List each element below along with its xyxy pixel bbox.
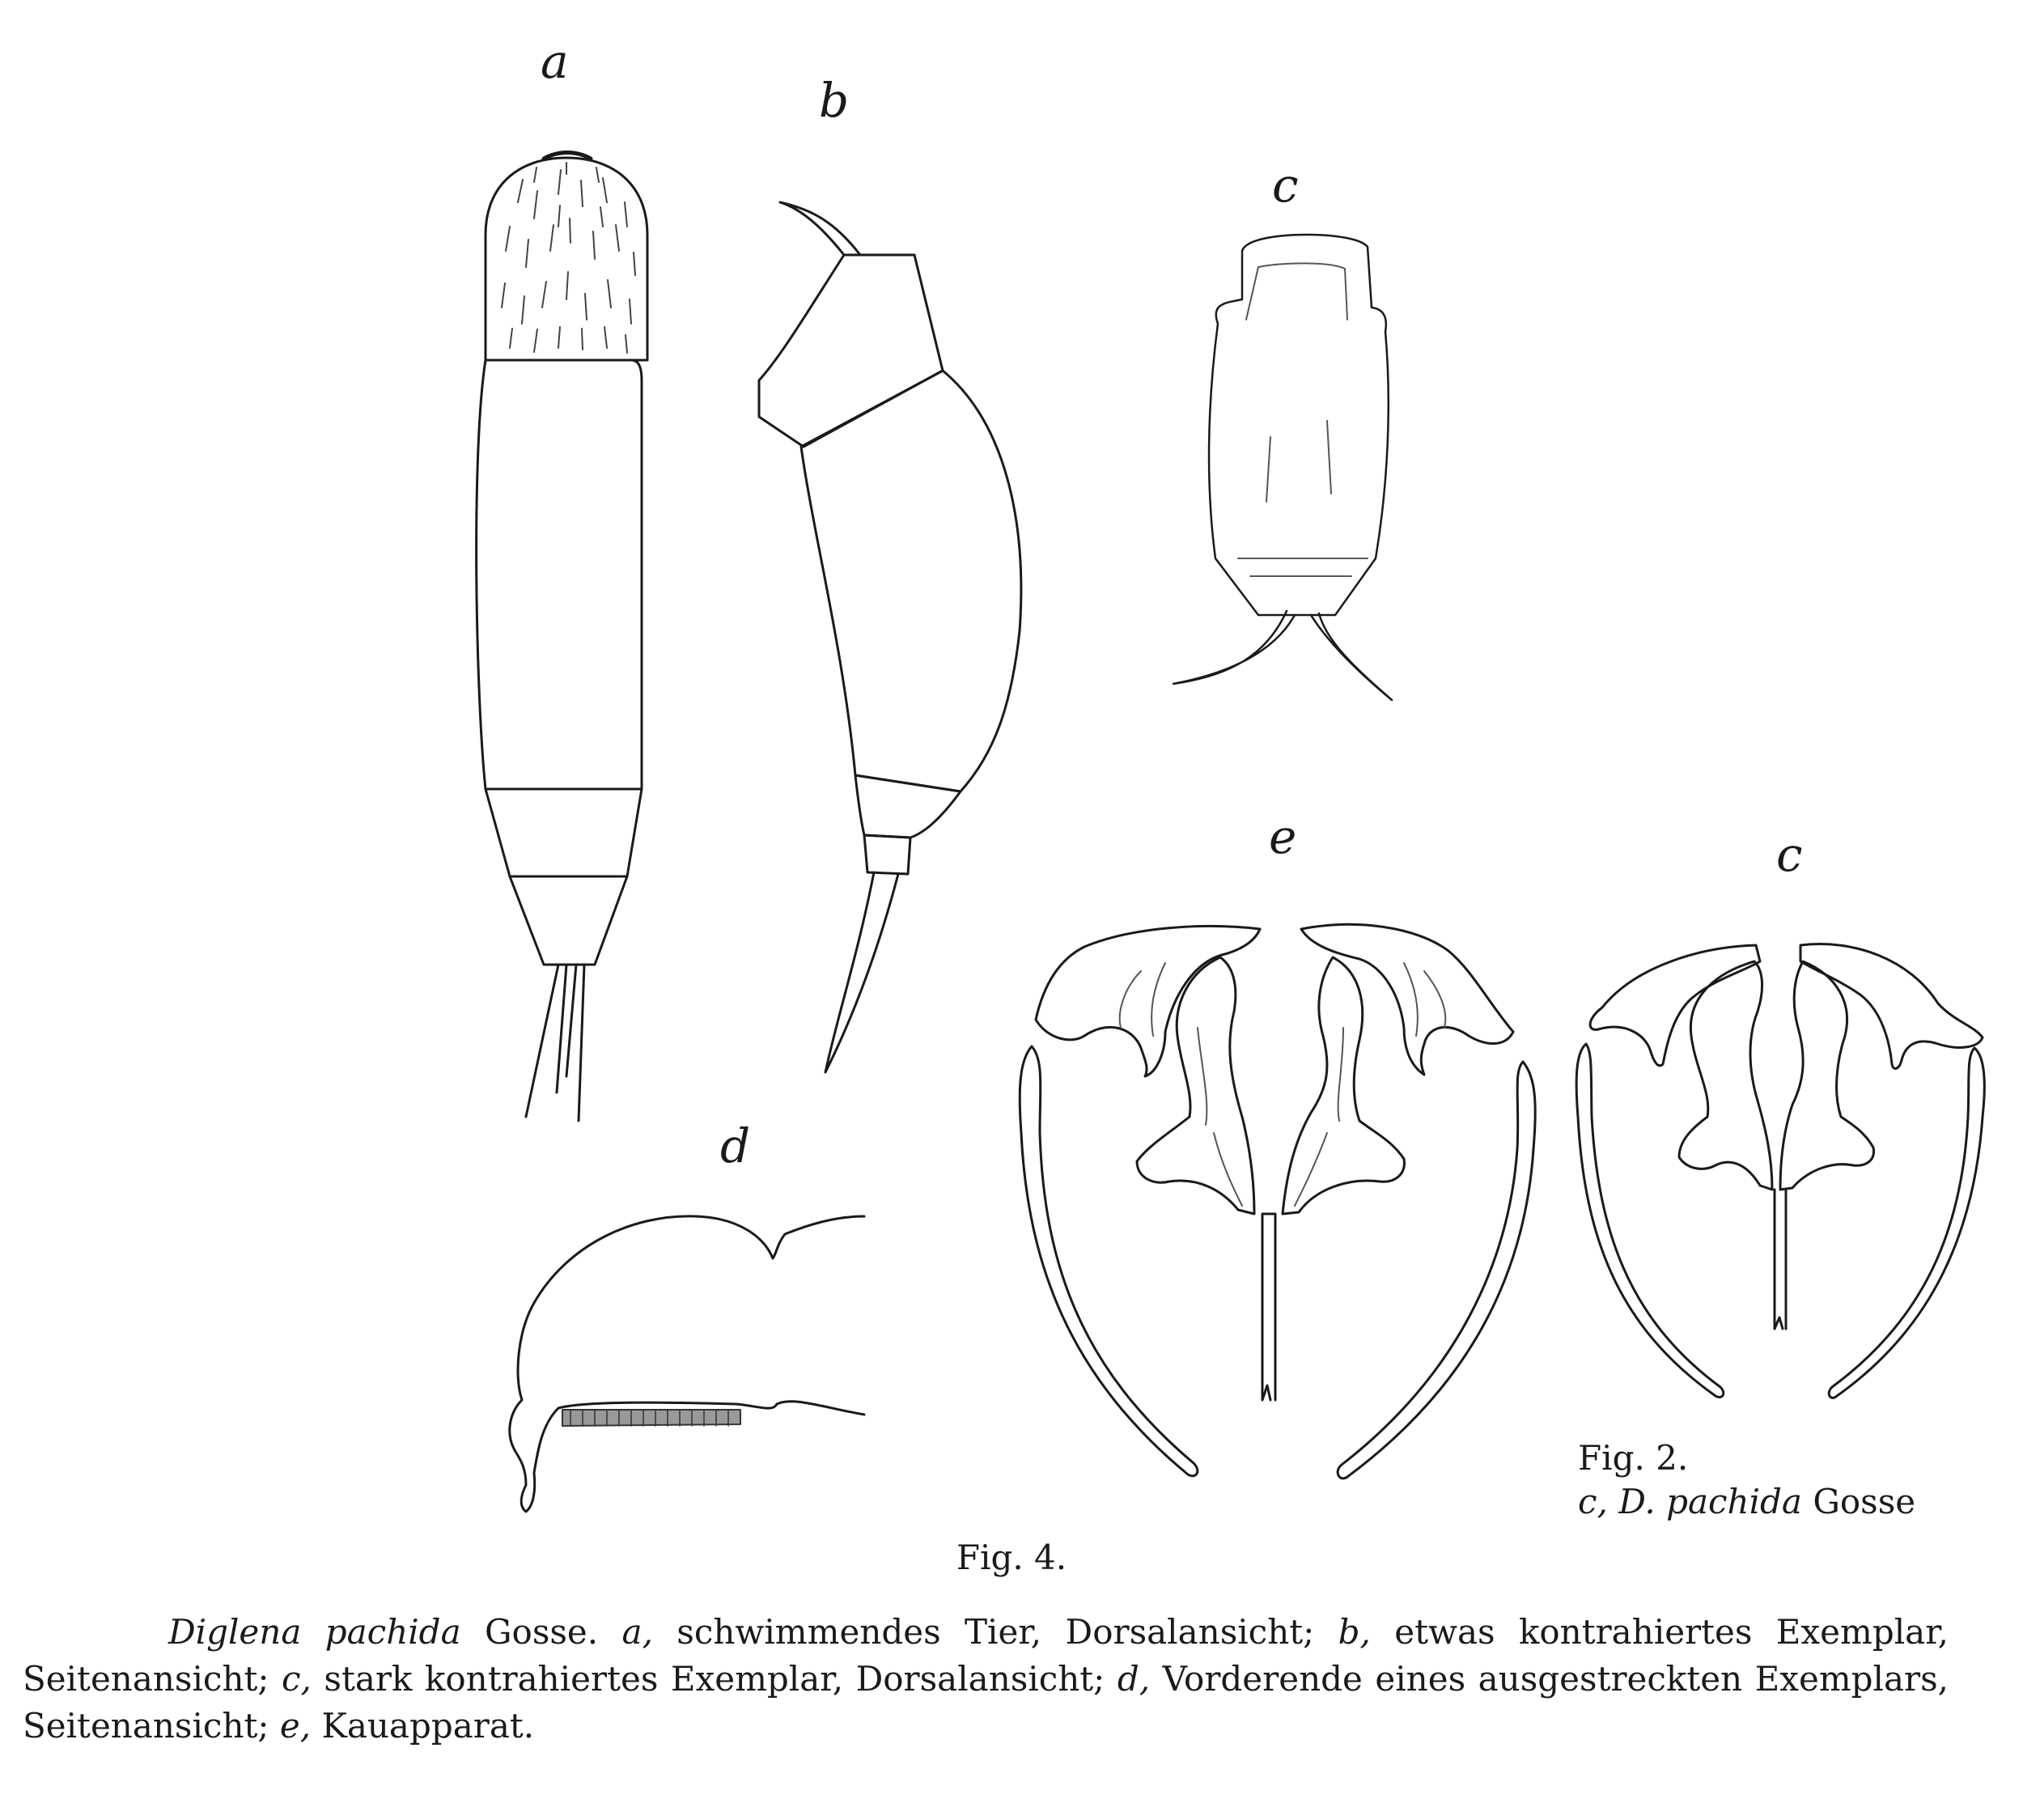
panel-letter-b: b — [819, 73, 850, 128]
drawing-e-right-manubrium — [1338, 1062, 1535, 1478]
caption-species: Diglena pachida — [168, 1612, 461, 1652]
caption-text-3: etwas kontrahiertes Exemplar, Seitenansicht; — [23, 1612, 1949, 1699]
drawing-d-outline — [510, 1216, 864, 1512]
drawing-e-right-ramus — [1301, 924, 1513, 1075]
fig2-letter: c, — [1578, 1482, 1608, 1521]
fig2-species: D. pachida — [1618, 1482, 1802, 1521]
drawing-b-hook — [780, 202, 860, 255]
panel-letter-c-right: c — [1776, 827, 1803, 882]
drawing-a-trunk — [477, 360, 642, 789]
drawing-e-left-manubrium — [1020, 1046, 1198, 1476]
figure-caption — [23, 1609, 1949, 1750]
drawing-a-cilia — [502, 163, 635, 353]
drawing-c2-right-ramus — [1800, 944, 1983, 1069]
drawing-e-right-ramus-inner — [1404, 963, 1445, 1036]
drawing-e-right-uncus-inner — [1295, 1028, 1343, 1206]
drawing-c2-right-manubrium — [1829, 1048, 1984, 1398]
drawing-a-foot-1 — [486, 789, 642, 876]
fig4-title: Fig. 4. — [956, 1538, 1067, 1577]
fig2-author: Gosse — [1813, 1482, 1916, 1521]
panel-letter-d: d — [720, 1118, 751, 1173]
drawing-c-toes — [1173, 611, 1392, 700]
drawing-c-contracted-dorsal — [1173, 235, 1392, 700]
caption-text-6: Kauapparat. — [311, 1706, 535, 1746]
caption-text-2: schwimmendes Tier, Dorsalansicht; — [652, 1612, 1338, 1652]
drawing-e-left-ramus-inner — [1120, 963, 1165, 1036]
fig2-note — [1578, 1436, 1915, 1524]
panel-letter-c-top: c — [1272, 158, 1299, 213]
drawing-d-cilia-band — [562, 1410, 740, 1426]
drawing-a-foot-2 — [510, 876, 627, 965]
drawing-b-head — [759, 255, 943, 447]
drawing-b-toe — [825, 872, 898, 1072]
drawing-e-mastax — [1020, 924, 1535, 1478]
drawing-a-head — [486, 158, 647, 360]
drawing-c2-fulcrum — [1775, 1190, 1786, 1329]
drawing-b-trunk — [801, 371, 1021, 791]
drawing-d-anterior-end — [510, 1216, 864, 1512]
panel-letter-e: e — [1269, 809, 1297, 864]
caption-text-4: stark kontrahiertes Exemplar, Dorsalansicht; — [311, 1659, 1118, 1699]
drawing-e-left-ramus — [1036, 926, 1260, 1076]
caption-letter-a: a, — [621, 1612, 653, 1652]
drawing-c-right-mastax — [1576, 944, 1984, 1398]
drawing-a-toes — [526, 965, 584, 1121]
drawing-b-foot — [855, 775, 961, 838]
drawing-b-lateral-view — [759, 202, 1021, 1072]
drawing-c2-left-manubrium — [1576, 1044, 1724, 1398]
fig2-label: Fig. 2. — [1578, 1438, 1689, 1478]
caption-letter-b: b, — [1338, 1612, 1371, 1652]
drawing-e-right-uncus — [1283, 957, 1404, 1214]
caption-text-5: Vorderende eines ausgestreckten Exemplars, Seitenansicht; — [23, 1659, 1949, 1746]
drawing-e-fulcrum — [1262, 1214, 1275, 1400]
caption-text-1: Gosse. — [460, 1612, 622, 1652]
caption-letter-c: c, — [282, 1659, 312, 1699]
drawing-c2-left-ramus — [1590, 945, 1760, 1066]
drawing-c-inner — [1238, 263, 1368, 576]
panel-letter-a: a — [541, 34, 569, 89]
drawing-e-left-uncus-inner — [1198, 1028, 1242, 1206]
caption-letter-e: e, — [279, 1706, 312, 1746]
drawing-a-swimming-animal-dorsal — [477, 153, 647, 1122]
drawing-b-foot-2 — [864, 835, 910, 874]
caption-letter-d: d, — [1117, 1659, 1151, 1699]
fig2-description — [1578, 1480, 1915, 1524]
